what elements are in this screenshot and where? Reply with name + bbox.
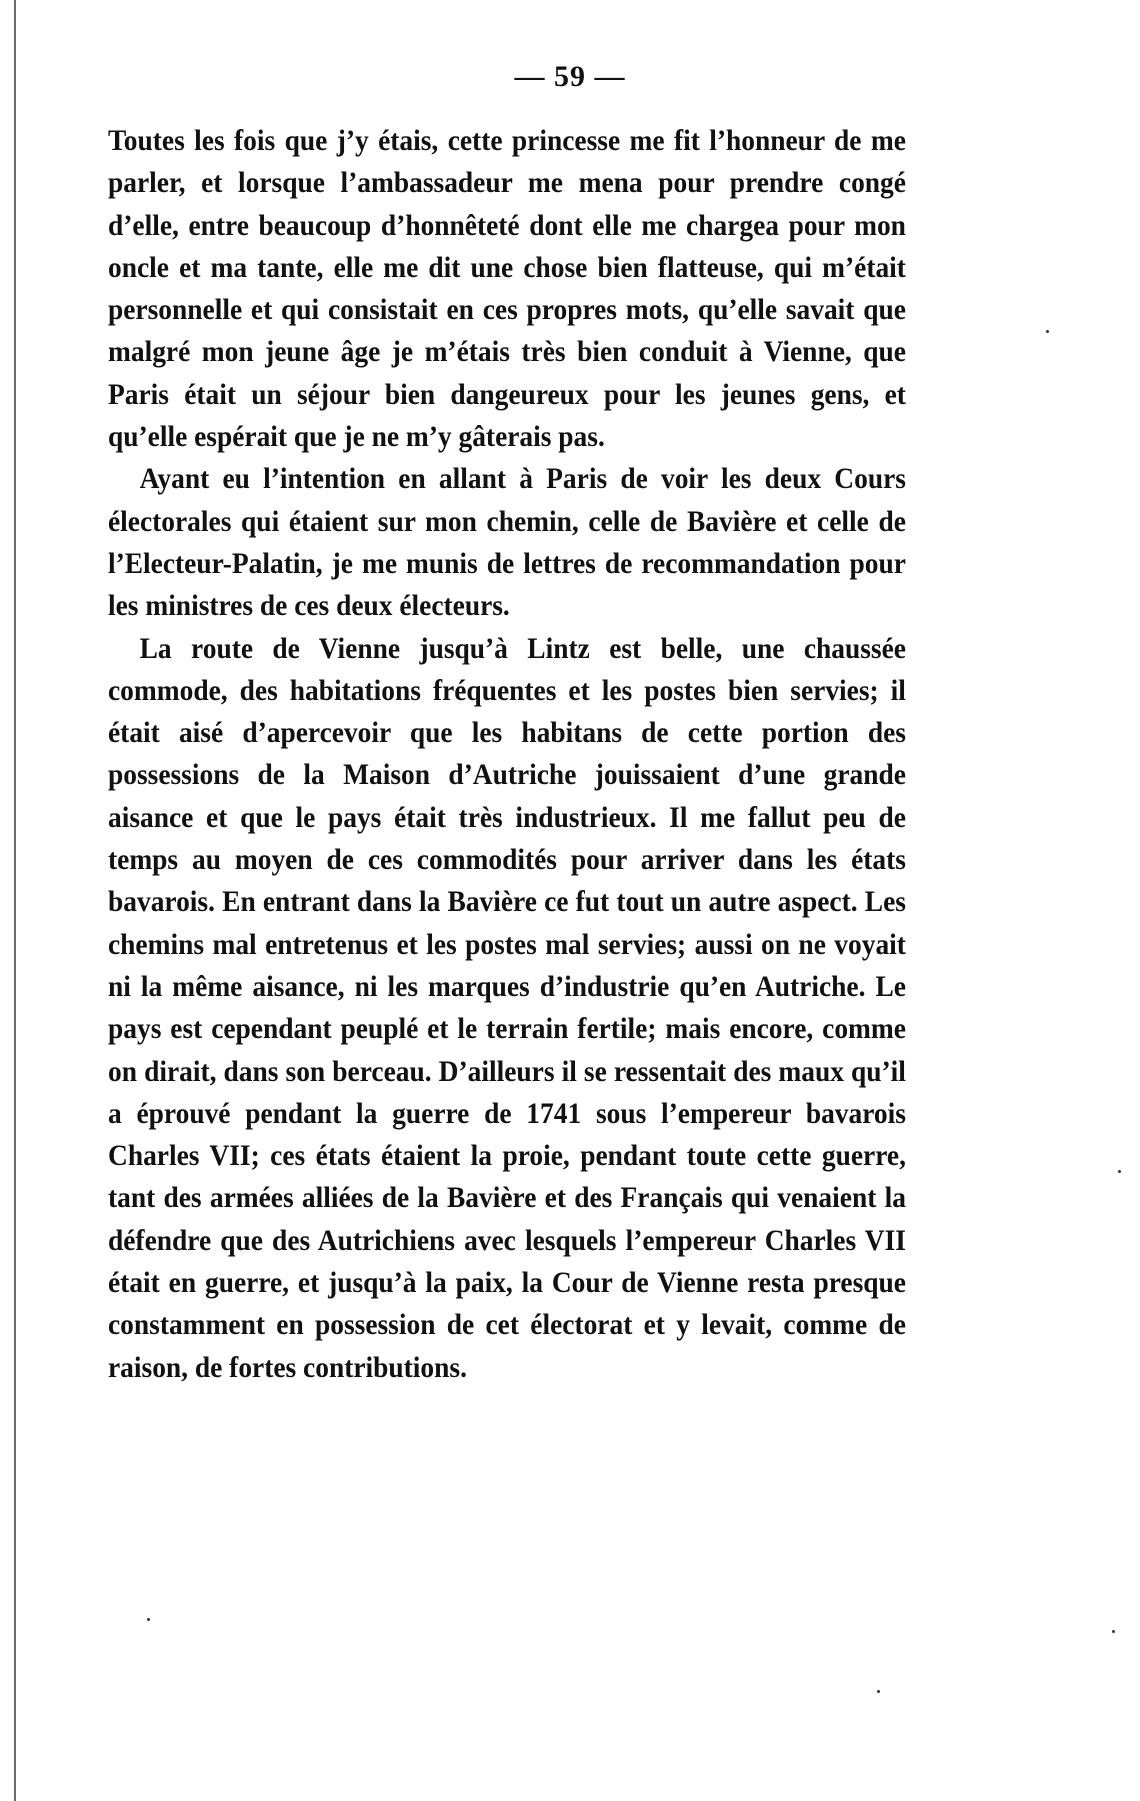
scan-speck <box>147 1618 150 1621</box>
paragraph-1: Toutes les fois que j’y étais, cette princesse me fit l’honneur de me parler, et lorsque l’ambassadeur me mena pour prendre congé d’elle, entre beaucoup d’honnêteté dont elle me chargea pour mon oncle et ma tante, elle me dit une chose bien flatteuse, qui m’était personnelle et qui consistait en ces propres mots, qu’elle savait que malgré mon jeune âge je m’étais très bien conduit à Vienne, que Paris était un séjour bien dangeureux pour les jeunes gens, et qu’elle espérait que je ne m’y gâterais pas. <box>108 125 906 454</box>
body-text <box>108 120 906 1389</box>
paragraph-3: La route de Vienne jusqu’à Lintz est belle, une chaussée commode, des habitations fréquentes et les postes bien servies; il était aisé d’apercevoir que les habitans de cette portion des possessions de la Maison d’Autriche jouissaient d’une grande aisance et que le pays était très industrieux. Il me fallut peu de temps au moyen de ces commodités pour arriver dans les états bavarois. En entrant dans la Bavière ce fut tout un autre aspect. Les chemins mal entretenus et les postes mal servies; aussi on ne voyait ni la même aisance, ni les marques d’industrie qu’en Autriche. Le pays est cependant peuplé et le terrain fertile; mais encore, comme on dirait, dans son berceau. D’ailleurs il se ressentait des maux qu’il a éprouvé pendant la guerre de 1741 sous l’empereur bavarois Charles VII; ces états étaient la proie, pendant toute cette guerre, tant des armées alliées de la Bavière et des Français qui venaient la défendre que des Autrichiens avec lesquels l’empereur Charles VII était en guerre, et jusqu’à la paix, la Cour de Vienne resta presque constamment en possession de cet électorat et y levait, comme de raison, de fortes contributions. <box>108 632 906 1384</box>
page-number: — 59 — <box>514 60 626 93</box>
scan-speck <box>1118 1170 1121 1173</box>
paragraph-2: Ayant eu l’intention en allant à Paris de voir les deux Cours électorales qui étaient sur mon chemin, celle de Bavière et celle de l’Electeur-Palatin, je me munis de lettres de recommandation pour les ministres de ces deux électeurs. <box>108 463 906 623</box>
scan-edge-line <box>14 0 16 1801</box>
scan-speck <box>1112 1630 1115 1633</box>
scan-speck <box>877 1690 880 1693</box>
scan-speck <box>1046 330 1049 333</box>
